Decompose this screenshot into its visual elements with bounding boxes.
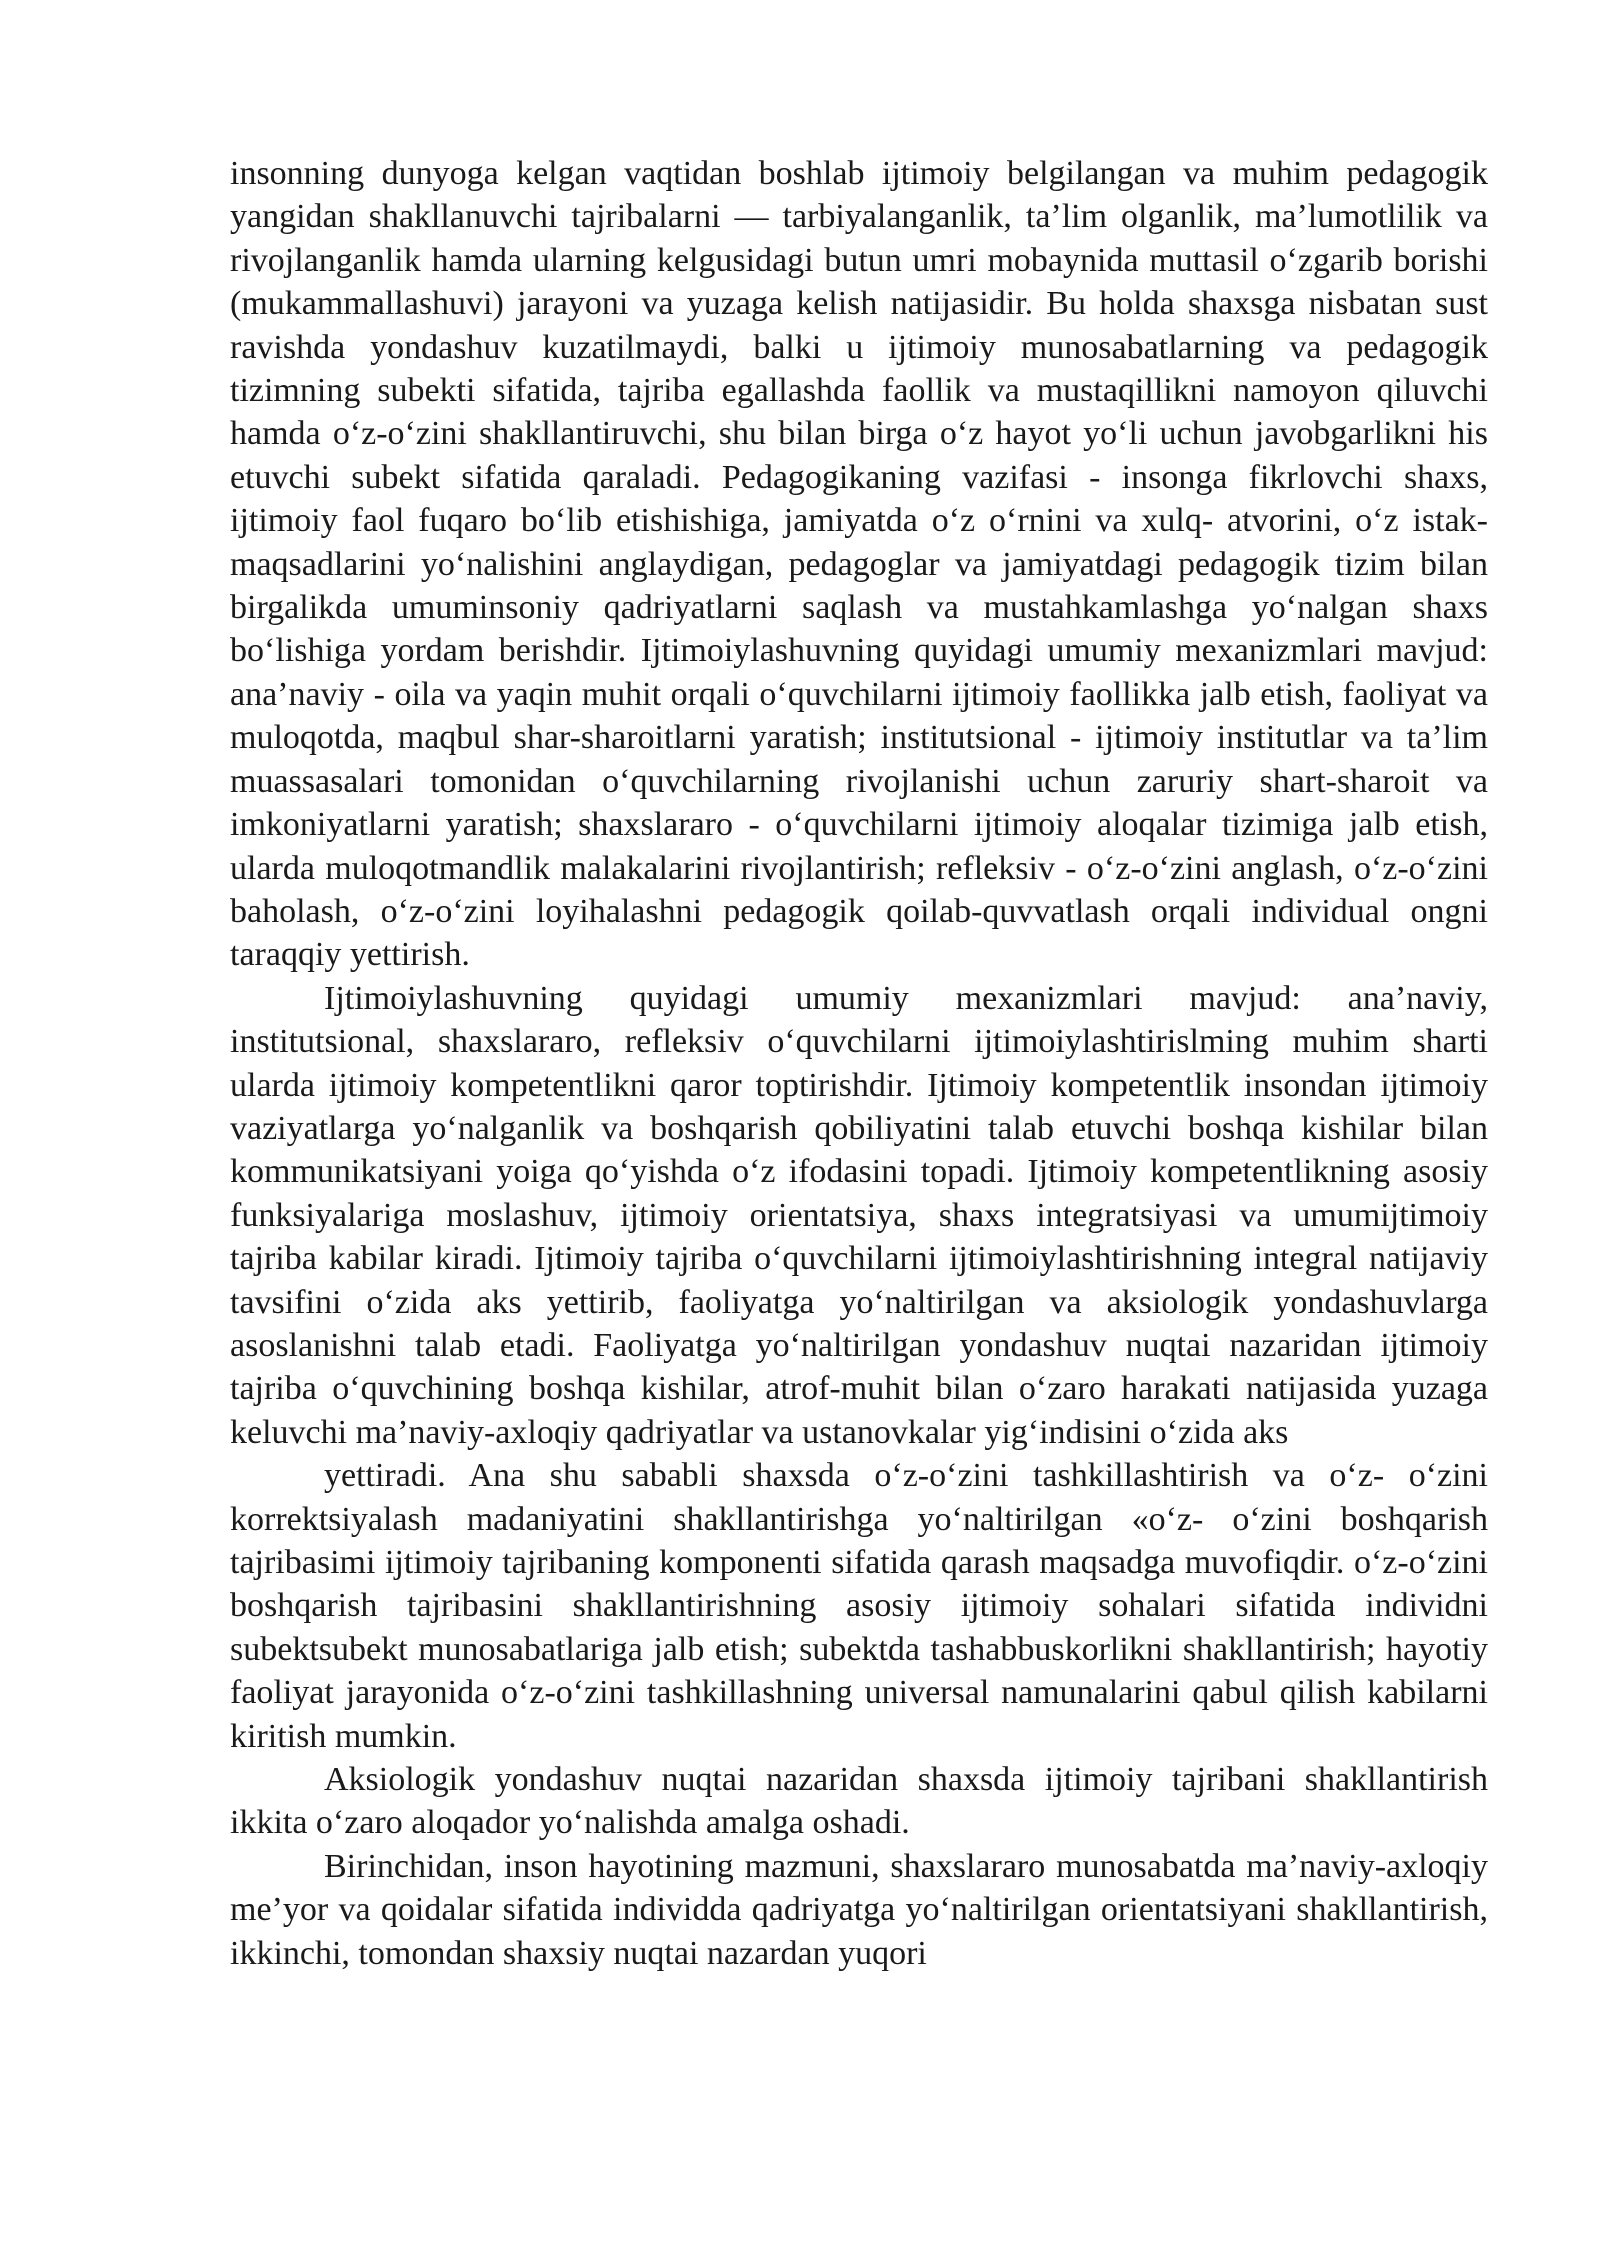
document-body	[230, 152, 1488, 1975]
paragraph-5: Birinchidan, inson hayotining mazmuni, shaxslararo munosabatda ma’naviy-axloqiy me’yor va qoidalar sifatida individda qadriyatga yo‘naltirilgan orientatsiyani shakllantirish, ikkinchi, tomondan shaxsiy nuqtai nazardan yuqori	[230, 1847, 1488, 1972]
paragraph-2: Ijtimoiylashuvning quyidagi umumiy mexanizmlari mavjud: ana’naviy, institutsional, shaxslararo, refleksiv o‘quvchilarni ijtimoiylashtirislming muhim sharti ularda ijtimoiy kompetentlikni qaror toptirishdir. Ijtimoiy kompetentlik insondan ijtimoiy vaziyatlarga yo‘nalganlik va boshqarish qobiliyatini talab etuvchi boshqa kishilar bilan kommunikatsiyani yoiga qo‘yishda o‘z ifodasini topadi. Ijtimoiy kompetentlikning asosiy funksiyalariga moslashuv, ijtimoiy orientatsiya, shaxs integratsiyasi va umumijtimoiy tajriba kabilar kiradi. Ijtimoiy tajriba o‘quvchilarni ijtimoiylashtirishning integral natijaviy tavsifini o‘zida aks yettirib, faoliyatga yo‘naltirilgan va aksiologik yondashuvlarga asoslanishni talab etadi. Faoliyatga yo‘naltirilgan yondashuv nuqtai nazaridan ijtimoiy tajriba o‘quvchining boshqa kishilar, atrof-muhit bilan o‘zaro harakati natijasida yuzaga keluvchi ma’naviy-axloqiy qadriyatlar va ustanovkalar yig‘indisini o‘zida aks	[230, 979, 1488, 1451]
paragraph-1: insonning dunyoga kelgan vaqtidan boshlab ijtimoiy belgilangan va muhim pedagogik yangidan shakllanuvchi tajribalarni — tarbiyalanganlik, ta’lim olganlik, ma’lumotlilik va rivojlanganlik hamda ularning kelgusidagi butun umri mobaynida muttasil o‘zgarib borishi (mukammallashuvi) jarayoni va yuzaga kelish natijasidir. Bu holda shaxsga nisbatan sust ravishda yondashuv kuzatilmaydi, balki u ijtimoiy munosabatlarning va pedagogik tizimning subekti sifatida, tajriba egallashda faollik va mustaqillikni namoyon qiluvchi hamda o‘z-o‘zini shakllantiruvchi, shu bilan birga o‘z hayot yo‘li uchun javobgarlikni his etuvchi subekt sifatida qaraladi. Pedagogikaning vazifasi - insonga fikrlovchi shaxs, ijtimoiy faol fuqaro bo‘lib etishishiga, jamiyatda o‘z o‘rnini va xulq- atvorini, o‘z istak-maqsadlarini yo‘nalishini anglaydigan, pedagoglar va jamiyatdagi pedagogik tizim bilan birgalikda umuminsoniy qadriyatlarni saqlash va mustahkamlashga yo‘nalgan shaxs bo‘lishiga yordam berishdir. Ijtimoiylashuvning quyidagi umumiy mexanizmlari mavjud: ana’naviy - oila va yaqin muhit orqali o‘quvchilarni ijtimoiy faollikka jalb etish, faoliyat va muloqotda, maqbul shar-sharoitlarni yaratish; institutsional - ijtimoiy institutlar va ta’lim muassasalari tomonidan o‘quvchilarning rivojlanishi uchun zaruriy shart-sharoit va imkoniyatlarni yaratish; shaxslararo - o‘quvchilarni ijtimoiy aloqalar tizimiga jalb etish, ularda muloqotmandlik malakalarini rivojlantirish; refleksiv - o‘z-o‘zini anglash, o‘z-o‘zini baholash, o‘z-o‘zini loyihalashni pedagogik qoilab-quvvatlash orqali individual ongni taraqqiy yettirish.	[230, 155, 1488, 974]
paragraph-4: Aksiologik yondashuv nuqtai nazaridan shaxsda ijtimoiy tajribani shakllantirish ikkita o‘zaro aloqador yo‘nalishda amalga oshadi.	[230, 1761, 1488, 1842]
paragraph-3: yettiradi. Ana shu sababli shaxsda o‘z-o‘zini tashkillashtirish va o‘z- o‘zini korrektsiyalash madaniyatini shakllantirishga yo‘naltirilgan «o‘z- o‘zini boshqarish tajribasimi ijtimoiy tajribaning komponenti sifatida qarash maqsadga muvofiqdir. o‘z-o‘zini boshqarish tajribasini shakllantirishning asosiy ijtimoiy sohalari sifatida individni subektsubekt munosabatlariga jalb etish; subektda tashabbuskorlikni shakllantirish; hayotiy faoliyat jarayonida o‘z-o‘zini tashkillashning universal namunalarini qabul qilish kabilarni kiritish mumkin.	[230, 1457, 1488, 1755]
